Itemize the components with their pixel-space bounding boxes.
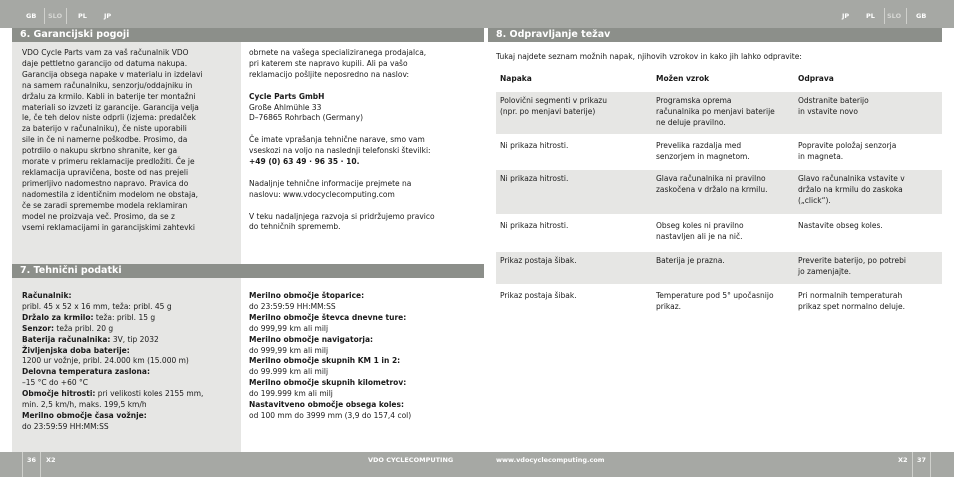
page-number-right: 37 [917,456,927,464]
technical-info-text: Nadaljnje tehnične informacije prejmete na naslovu: www.vdocyclecomputing.com [249,178,412,199]
lang-gb-left[interactable]: GB [26,12,37,20]
spec-display-temperature: Delovna temperatura zaslona: –15 °C do +60 °C [22,367,150,388]
table-row [496,287,942,319]
model-name-right: X2 [898,456,908,464]
fault-cell: Prikaz postaja šibak. [500,291,577,300]
table-row [496,92,942,134]
column-header-cause: Možen vzrok [656,74,710,83]
troubleshooting-intro: Tukaj najdete seznam možnih napak, njihovih vzrokov in kako jih lahko odpravite: [496,52,802,61]
specs-right-column [249,291,481,422]
lang-gb-right[interactable]: GB [916,12,927,20]
phone-intro: Če imate vprašanja tehnične narave, smo vam vseskozi na voljo na naslednji telefonski številki: [249,135,431,156]
table-row [496,217,942,249]
lang-divider [884,8,885,24]
lang-divider [44,8,45,24]
fault-cell: Ni prikaza hitrosti. [500,221,569,230]
fault-cell: Ni prikaza hitrosti. [500,174,569,183]
spec-stopwatch-range: Merilno območje štoparice: do 23:59:59 HH:MM:SS [249,291,365,311]
spec-ride-time-range: Merilno območje časa vožnje: do 23:59:59 HH:MM:SS [22,410,147,431]
warranty-text-col1: VDO Cycle Parts vam za vaš računalnik VDO daje pettletno garancijo od datuma nakupa. Garancija obsega napake v materialu in izdelavi na samem računalniku, senzorju/oddajniku in držalu za krmilo. Kabli in baterije ter montažni materiali so izvzeti iz garancije. Garancija velja le, če teh delov niste odprli (izjema: predalček za baterijo v računalniku), če niste uporabili sile in če ni namerne poškodbe. Prosimo, da potrdilo o nakupu skrbno shranite, ker ga morate v primeru reklamacije predložiti. Če je reklamacija upravičena, boste od nas prejeli primerljivo nadomestno napravo. Pravica do nadomestila z identičnim modelom ne obstaja, če se zaradi spremembe modela reklamiran model ne proizvaja več. Prosimo, da se z vsemi reklamacijami in garancijskimi zahtevki [22,48,203,232]
cause-cell: Baterija je prazna. [656,256,725,265]
phone-number: +49 (0) 63 49 · 96 35 · 10. [249,157,360,167]
spec-total-distance-range: Merilno območje skupnih kilometrov: do 199.999 km ali milj [249,378,407,399]
cause-cell: Prevelika razdalja med senzorjem in magnetom. [656,141,750,161]
lang-pl-left[interactable]: PL [78,12,87,20]
footer-divider [22,452,23,477]
spec-total-km-range: Merilno območje skupnih KM 1 in 2: do 99.999 km ali milj [249,356,401,377]
fault-cell: Polovični segmenti v prikazu (npr. po menjavi baterije) [500,96,607,116]
column-header-fault: Napaka [500,74,532,83]
footer-divider [912,452,913,477]
warranty-text-col2 [249,48,479,233]
lang-divider [906,8,907,24]
lang-slo-right[interactable]: SLO [887,12,902,20]
footer-bar [0,452,954,477]
specs-left-column [22,291,240,433]
remedy-cell: Preverite baterijo, po potrebi jo zamenjajte. [798,256,907,276]
table-row [496,170,942,214]
remedy-cell: Glavo računalnika vstavite v držalo na krmilu do zaskoka („click“). [798,174,905,205]
lang-divider [66,8,67,24]
remedy-cell: Odstranite baterijo in vstavite novo [798,96,869,116]
table-row [496,137,942,169]
troubleshooting-section-header: 8. Odpravljanje težav [488,28,942,42]
spec-wheel-size-range: Nastavitveno območje obsega koles: od 100 mm do 3999 mm (3,9 do 157,4 col) [249,400,412,420]
spec-navigator-range: Merilno območje navigatorja: do 999,99 km ali milj [249,334,374,355]
closing-note: V teku nadaljnjega razvoja si pridržujemo pravico do tehničnih sprememb. [249,211,435,232]
lang-jp-right[interactable]: JP [842,12,850,20]
spec-trip-distance-range: Merilno območje števca dnevne ture: do 999,99 km ali milj [249,312,407,333]
cause-cell: Glava računalnika ni pravilno zaskočena v držalo na krmilu. [656,174,768,194]
remedy-cell: Pri normalnih temperaturah prikaz spet normalno deluje. [798,291,905,311]
warranty-contact-intro: obrnete na vašega specializiranega prodajalca, pri katerem ste napravo kupili. Ali pa vašo reklamacijo pošljite neposredno na naslov: [249,48,427,79]
remedy-cell: Nastavite obseg koles. [798,221,883,230]
cause-cell: Temperature pod 5° upočasnijo prikaz. [656,291,774,311]
spec-computer: Računalnik: pribl. 45 x 52 x 16 mm, teža: pribl. 45 g [22,291,172,311]
specs-section-header: 7. Tehnični podatki [12,264,484,278]
model-name-left: X2 [46,456,56,464]
spec-sensor: Senzor: teža pribl. 20 g [22,323,114,333]
fault-cell: Prikaz postaja šibak. [500,256,577,265]
cause-cell: Obseg koles ni pravilno nastavljen ali je na nič. [656,221,744,241]
warranty-section-header: 6. Garancijski pogoji [12,28,484,42]
table-row [496,252,942,284]
column-header-remedy: Odprava [798,74,834,83]
remedy-cell: Popravite položaj senzorja in magneta. [798,141,897,161]
footer-divider [930,452,931,477]
top-language-bar [0,0,954,28]
spec-handlebar-mount: Držalo za krmilo: teža: pribl. 15 g [22,312,156,322]
spec-battery-life: Življenjska doba baterije: 1200 ur vožnje, pribl. 24.000 km (15.000 m) [22,345,189,366]
fault-cell: Ni prikaza hitrosti. [500,141,569,150]
footer-brand: VDO CYCLECOMPUTING [368,456,454,464]
troubleshooting-table-header [496,70,942,90]
company-address: Große Ahlmühle 33 D–76865 Rohrbach (Germany) [249,102,364,123]
footer-divider [40,452,41,477]
lang-slo-left[interactable]: SLO [48,12,63,20]
lang-pl-right[interactable]: PL [866,12,875,20]
cause-cell: Programska oprema računalnika po menjavi baterije ne deluje pravilno. [656,96,775,127]
lang-jp-left[interactable]: JP [104,12,112,20]
company-name: Cycle Parts GmbH [249,91,325,101]
spec-speed-range: Območje hitrosti: pri velikosti koles 2155 mm, min. 2,5 km/h, maks. 199,5 km/h [22,389,204,410]
spec-battery: Baterija računalnika: 3V, tip 2032 [22,334,159,344]
page-number-left: 36 [27,456,37,464]
footer-website[interactable]: www.vdocyclecomputing.com [496,456,605,464]
